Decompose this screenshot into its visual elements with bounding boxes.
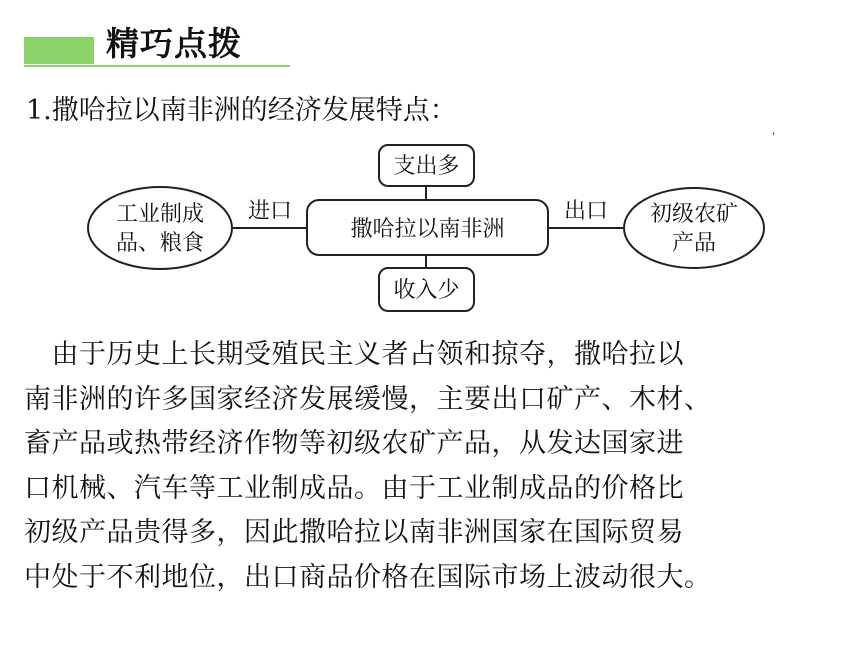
paragraph-line: 畜产品或热带经济作物等初级农矿产品，从发达国家进 [24,428,684,460]
top-node-label: 支出多 [393,154,460,179]
paragraph-line: 由于历史上长期受殖民主义者占领和掠夺，撒哈拉以 [24,339,684,370]
right-node-ellipse [624,188,764,268]
section-title: 精巧点拨 [106,24,242,63]
paragraph-line: 口机械、汽车等工业制成品。由于工业制成品的价格比 [24,472,684,504]
paragraph-line: 中处于不利地位，出口商品价格在国际市场上波动很大。 [24,561,712,593]
paragraph-line: 初级产品贵得多，因此撒哈拉以南非洲国家在国际贸易 [24,517,684,549]
right-node-line-1: 初级农矿 [649,202,739,227]
import-label: 进口 [247,199,293,224]
stray-mark [773,132,774,135]
point-heading: 1.撒哈拉以南非洲的经济发展特点： [26,95,457,126]
center-node-label: 撒哈拉以南非洲 [350,217,505,242]
paragraph-line: 南非洲的许多国家经济发展缓慢，主要出口矿产、木材、 [24,383,712,415]
explanation-paragraph [24,333,854,601]
right-node-line-2: 产品 [671,231,717,256]
left-node-line-2: 品、粮食 [115,231,205,256]
export-label: 出口 [563,199,609,224]
bottom-node-label: 收入少 [393,278,460,303]
left-node-ellipse [88,187,232,269]
left-node-line-1: 工业制成 [115,202,205,227]
